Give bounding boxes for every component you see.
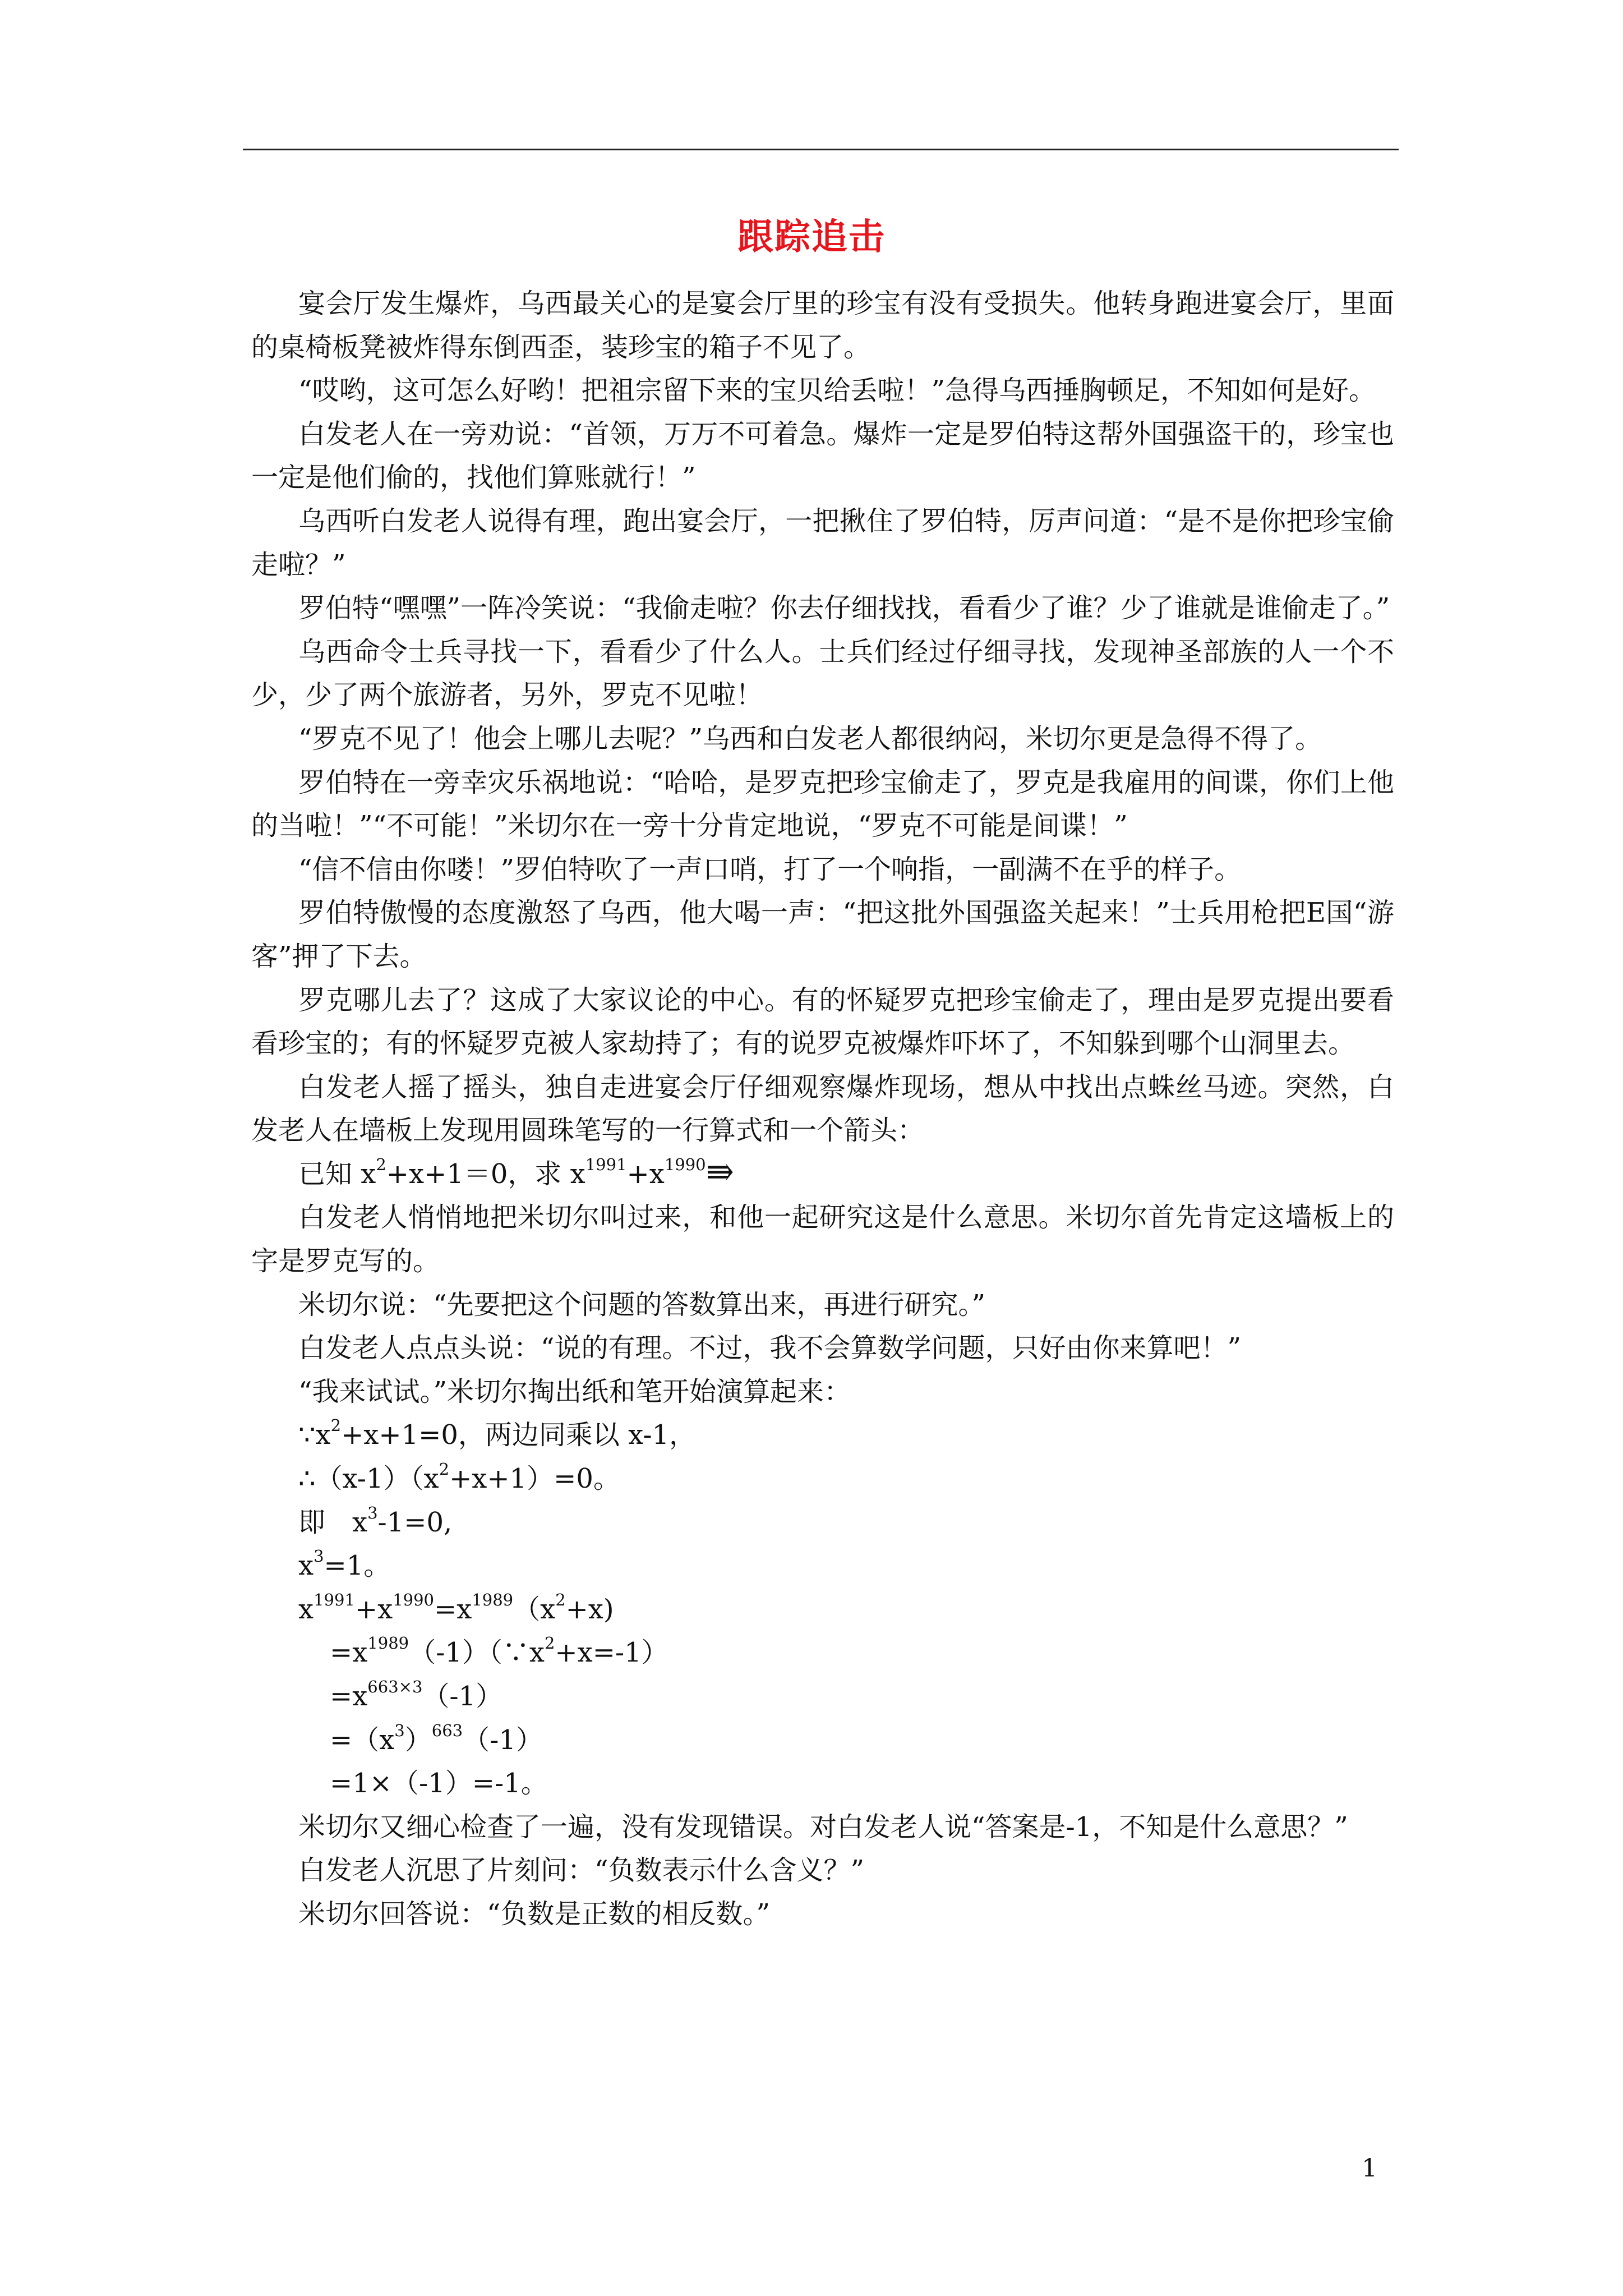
math-derivation <box>251 1414 1394 1805</box>
paragraph: 米切尔说：“先要把这个问题的答数算出来，再进行研究。” <box>298 1289 986 1320</box>
paragraph: “哎哟，这可怎么好哟！把祖宗留下来的宝贝给丢啦！”急得乌西捶胸顿足，不知如何是好。 <box>298 375 1376 407</box>
math-line: $x^{1991}+x^{1990}=x^{1989}(x^2+x)$ <box>298 1590 614 1625</box>
math-line: $x^3=1$。 <box>298 1547 391 1582</box>
paragraph: 白发老人沉思了片刻问：“负数表示什么含义？” <box>298 1855 865 1887</box>
paragraph: 宴会厅发生爆炸，乌西最关心的是宴会厅里的珍宝有没有受损失。他转身跑进宴会厅，里面的桌椅板凳被炸得东倒西歪，装珍宝的箱子不见了。 <box>251 288 1394 363</box>
math-line: $\therefore(x-1)(x^2+x+1)=0$。 <box>298 1460 620 1495</box>
math-line: $=(x^3)^{663}(-1)$ <box>330 1720 543 1756</box>
paragraph: 白发老人点点头说：“说的有理。不过，我不会算数学问题，只好由你来算吧！” <box>298 1332 1242 1364</box>
math-line: $=x^{663\times 3}(-1)$ <box>330 1677 503 1712</box>
header-rule <box>243 149 1399 150</box>
math-line: =1×（-1）=-1。 <box>330 1768 548 1800</box>
double-arrow-icon: ⇛ <box>706 1152 734 1191</box>
math-line: $\because x^2+x+1=0$，两边同乘以 x-1， <box>298 1416 697 1451</box>
page-title: 跟踪追击 <box>737 216 886 258</box>
article-body <box>251 282 1394 1936</box>
paragraph: 罗伯特在一旁幸灾乐祸地说：“哈哈，是罗克把珍宝偷走了，罗克是我雇用的间谍，你们上他的当啦！”“不可能！”米切尔在一旁十分肯定地说，“罗克不可能是间谍！” <box>251 766 1394 842</box>
paragraph: 罗伯特“嘿嘿”一阵冷笑说：“我偷走啦？你去仔细找找，看看少了谁？少了谁就是谁偷走了。” <box>298 592 1390 624</box>
paragraph: 罗伯特傲慢的态度激怒了乌西，他大喝一声：“把这批外国强盗关起来！”士兵用枪把E国“游客”押了下去。 <box>251 897 1394 972</box>
paragraph: 罗克哪儿去了？这成了大家议论的中心。有的怀疑罗克把珍宝偷走了，理由是罗克提出要看看珍宝的；有的怀疑罗克被人家劫持了；有的说罗克被爆炸吓坏了，不知躲到哪个山洞里去。 <box>251 984 1394 1060</box>
paragraph: 米切尔又细心检查了一遍，没有发现错误。对白发老人说“答案是-1，不知是什么意思？” <box>298 1811 1348 1843</box>
paragraph: 乌西听白发老人说得有理，跑出宴会厅，一把揪住了罗伯特，厉声问道：“是不是你把珍宝偷走啦？” <box>251 505 1394 581</box>
page-number: 1 <box>1362 2154 1377 2183</box>
math-line: 即 $x^3-1=0$, <box>298 1503 453 1538</box>
paragraph: “我来试试。”米切尔掏出纸和笔开始演算起来： <box>298 1375 851 1407</box>
paragraph: 米切尔回答说：“负数是正数的相反数。” <box>298 1898 771 1930</box>
paragraph: 白发老人悄悄地把米切尔叫过来，和他一起研究这是什么意思。米切尔首先肯定这墙板上的字是罗克写的。 <box>251 1202 1394 1277</box>
paragraph: 白发老人在一旁劝说：“首领，万万不可着急。爆炸一定是罗伯特这帮外国强盗干的，珍宝也一定是他们偷的，找他们算账就行！” <box>251 418 1394 494</box>
paragraph: 白发老人摇了摇头，独自走进宴会厅仔细观察爆炸现场，想从中找出点蛛丝马迹。突然，白发老人在墙板上发现用圆珠笔写的一行算式和一个箭头： <box>251 1071 1394 1147</box>
paragraph: “信不信由你喽！”罗伯特吹了一声口哨，打了一个响指，一副满不在乎的样子。 <box>298 853 1242 885</box>
paragraph: “罗克不见了！他会上哪儿去呢？”乌西和白发老人都很纳闷，米切尔更是急得不得了。 <box>298 723 1322 754</box>
math-line: $=x^{1989}(-1)(\because x^2+x=-1)$ <box>330 1634 668 1669</box>
wall-formula: 已知 $x^2+x+1=0$，求 $x^{1991}+x^{1990}⇛$ <box>298 1152 734 1191</box>
paragraph: 乌西命令士兵寻找一下，看看少了什么人。士兵们经过仔细寻找，发现神圣部族的人一个不少，少了两个旅游者，另外，罗克不见啦！ <box>251 636 1394 711</box>
